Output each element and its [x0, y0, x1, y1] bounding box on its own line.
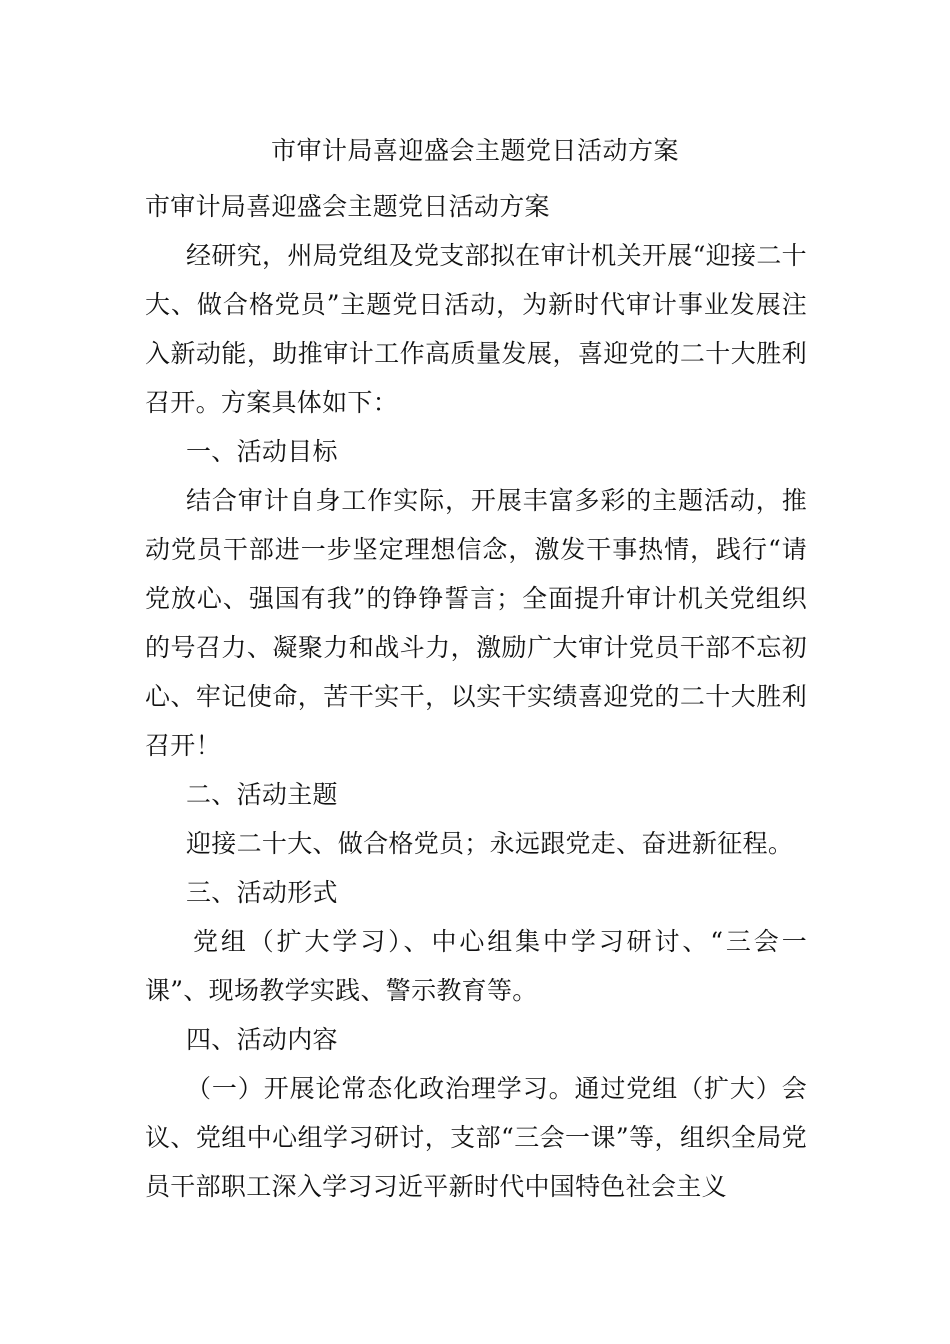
- document-subtitle: 市审计局喜迎盛会主题党日活动方案: [145, 192, 550, 221]
- section-body-4: （一）开展论常态化政治理学习。通过党组（扩大）会议、党组中心组学习研讨，支部“三会一课”等，组织全局党员干部职工深入学习习近平新时代中国特色社会主义: [145, 1074, 807, 1201]
- section-body-1: 结合审计自身工作实际，开展丰富多彩的主题活动，推动党员干部进一步坚定理想信念，激发干事热情，践行“请党放心、强国有我”的铮铮誓言；全面提升审计机关党组织的号召力、凝聚力和战斗力，激励广大审计党员干部不忘初心、牢记使命，苦干实干，以实干实绩喜迎党的二十大胜利召开！: [145, 486, 807, 760]
- section-heading-1: 一、活动目标: [186, 437, 338, 466]
- section-body-2: 迎接二十大、做合格党员；永远跟党走、奋进新征程。: [186, 829, 794, 858]
- intro-paragraph: 经研究，州局党组及党支部拟在审计机关开展“迎接二十大、做合格党员”主题党日活动，为新时代审计事业发展注入新动能，助推审计工作高质量发展，喜迎党的二十大胜利召开。方案具体如下：: [145, 241, 807, 417]
- section-heading-2: 二、活动主题: [186, 780, 338, 809]
- document-title: 市审计局喜迎盛会主题党日活动方案: [270, 136, 679, 165]
- section-heading-4: 四、活动内容: [186, 1025, 338, 1054]
- section-body-3: 党组（扩大学习）、中心组集中学习研讨、“三会一课”、现场教学实践、警示教育等。: [145, 927, 807, 1005]
- document-body: [145, 182, 807, 1211]
- section-heading-3: 三、活动形式: [186, 878, 338, 907]
